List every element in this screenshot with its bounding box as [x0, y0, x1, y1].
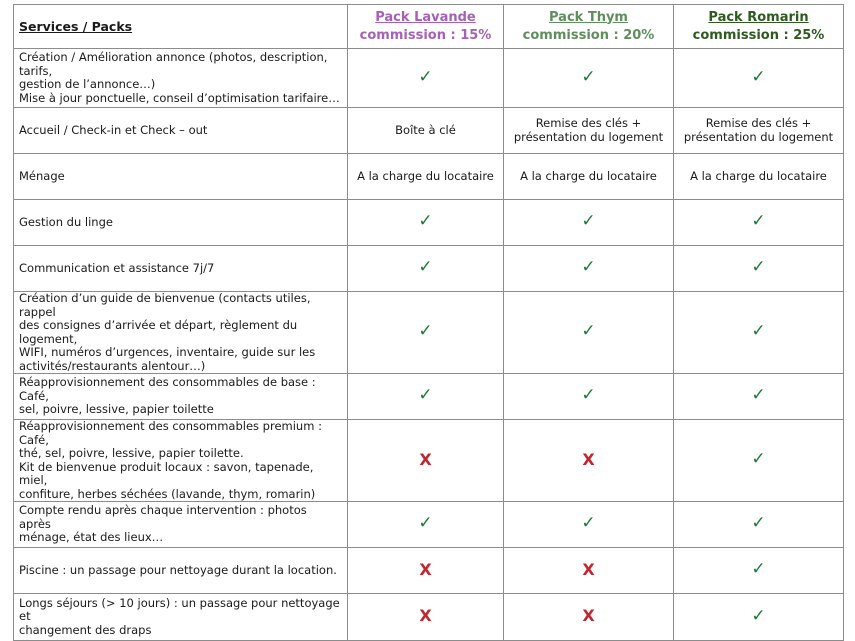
included-cell [504, 292, 674, 374]
pack-lavande-commission: commission : 15% [359, 27, 492, 43]
pack-detail-text: Boîte à clé [395, 122, 456, 137]
service-cell [14, 108, 348, 154]
included-cell [674, 200, 844, 246]
cross-icon: X [419, 449, 432, 469]
service-text-line: Création / Amélioration annonce (photos, description, tarifs, [19, 50, 328, 78]
check-icon: ✓ [751, 513, 766, 534]
included-cell [348, 49, 504, 108]
service-cell [14, 548, 348, 594]
included-cell [348, 200, 504, 246]
service-cell [14, 246, 348, 292]
pack-detail-text: Remise des clés + [705, 116, 812, 130]
check-icon: ✓ [751, 385, 766, 406]
pack-detail-cell [504, 154, 674, 200]
service-text-line: des consignes d’arrivée et départ, règlement du logement, [19, 318, 298, 346]
check-icon: ✓ [751, 211, 766, 232]
table-row [14, 200, 844, 246]
services-header [14, 5, 348, 49]
included-cell [504, 502, 674, 548]
service-text-line: Création d’un guide de bienvenue (contacts utiles, rappel [19, 291, 311, 319]
included-cell [674, 502, 844, 548]
service-cell [14, 374, 348, 420]
check-icon: ✓ [581, 257, 596, 278]
table-row [14, 594, 844, 641]
excluded-cell [504, 594, 674, 641]
services-packs-table [13, 4, 844, 641]
service-text-line: activités/restaurants alentour…) [19, 358, 206, 373]
check-icon: ✓ [581, 513, 596, 534]
check-icon: ✓ [751, 605, 766, 626]
table-row [14, 49, 844, 108]
table-row [14, 420, 844, 502]
header-row [14, 5, 844, 49]
check-icon: ✓ [751, 321, 766, 342]
service-text-line: changement des draps [19, 622, 152, 637]
included-cell [674, 420, 844, 502]
table-row [14, 154, 844, 200]
table-row [14, 292, 844, 374]
pack-detail-text: A la charge du locataire [520, 168, 657, 183]
included-cell [674, 292, 844, 374]
service-text-line: Communication et assistance 7j/7 [19, 260, 215, 275]
excluded-cell [348, 548, 504, 594]
check-icon: ✓ [418, 257, 433, 278]
service-cell [14, 200, 348, 246]
service-text-line: Compte rendu après chaque intervention : photos après [19, 503, 307, 531]
service-cell [14, 502, 348, 548]
table-row [14, 548, 844, 594]
check-icon: ✓ [418, 513, 433, 534]
service-cell [14, 594, 348, 641]
table-row [14, 246, 844, 292]
pack-lavande-header [348, 5, 504, 49]
cross-icon: X [582, 606, 595, 626]
service-text-line: Mise à jour ponctuelle, conseil d’optimisation tarifaire… [19, 90, 340, 105]
services-label: Services / Packs [19, 18, 133, 34]
pack-detail-text: Remise des clés + [535, 116, 642, 130]
check-icon: ✓ [751, 449, 766, 470]
check-icon: ✓ [418, 321, 433, 342]
pack-detail-cell [348, 154, 504, 200]
check-icon: ✓ [751, 257, 766, 278]
service-text-line: confiture, herbes séchées (lavande, thym, romarin) [19, 486, 316, 501]
check-icon: ✓ [581, 321, 596, 342]
pack-detail-text: présentation du logement [513, 129, 664, 144]
included-cell [348, 292, 504, 374]
excluded-cell [504, 420, 674, 502]
service-text-line: Longs séjours (> 10 jours) : un passage pour nettoyage et [19, 595, 340, 624]
check-icon: ✓ [581, 66, 596, 87]
check-icon: ✓ [418, 385, 433, 406]
table-body [14, 49, 844, 641]
service-text-line: Kit de bienvenue produit locaux : savon, tapenade, miel, [19, 459, 314, 487]
included-cell [674, 374, 844, 420]
included-cell [504, 200, 674, 246]
service-cell [14, 292, 348, 374]
included-cell [674, 548, 844, 594]
cross-icon: X [419, 559, 432, 579]
table-row [14, 108, 844, 154]
included-cell [674, 246, 844, 292]
pack-romarin-name: Pack Romarin [708, 9, 809, 25]
service-cell [14, 154, 348, 200]
cross-icon: X [582, 559, 595, 579]
check-icon: ✓ [751, 559, 766, 580]
service-text-line: thé, sel, poivre, lessive, papier toilette. [19, 446, 244, 460]
pack-detail-text: A la charge du locataire [690, 168, 827, 183]
pack-detail-cell [674, 108, 844, 154]
included-cell [674, 49, 844, 108]
table-row [14, 502, 844, 548]
pack-romarin-commission: commission : 25% [692, 27, 825, 43]
pack-thym-commission: commission : 20% [522, 27, 655, 43]
pack-lavande-name: Pack Lavande [375, 9, 476, 25]
service-text-line: Réapprovisionnement des consommables premium : Café, [19, 419, 322, 447]
included-cell [348, 374, 504, 420]
check-icon: ✓ [581, 211, 596, 232]
included-cell [348, 502, 504, 548]
service-text-line: gestion de l’annonce…) [19, 77, 156, 91]
cross-icon: X [419, 606, 432, 626]
service-text-line: sel, poivre, lessive, papier toilette [19, 402, 214, 417]
service-text-line: ménage, état des lieux… [19, 530, 164, 545]
service-text-line: Gestion du linge [19, 214, 113, 229]
service-text-line: Ménage [19, 168, 65, 183]
included-cell [348, 246, 504, 292]
excluded-cell [504, 548, 674, 594]
pack-thym-header [504, 5, 674, 49]
service-text-line: Accueil / Check-in et Check – out [19, 122, 208, 137]
pack-detail-text: présentation du logement [683, 129, 834, 144]
included-cell [504, 246, 674, 292]
pack-detail-text: A la charge du locataire [357, 168, 494, 183]
pack-detail-cell [348, 108, 504, 154]
included-cell [674, 594, 844, 641]
service-cell [14, 420, 348, 502]
included-cell [504, 49, 674, 108]
service-cell [14, 49, 348, 108]
pack-thym-name: Pack Thym [549, 9, 628, 25]
check-icon: ✓ [751, 66, 766, 87]
pack-detail-cell [504, 108, 674, 154]
service-text-line: Réapprovisionnement des consommables de base : Café, [19, 375, 316, 403]
service-text-line: Piscine : un passage pour nettoyage durant la location. [19, 562, 337, 577]
included-cell [504, 374, 674, 420]
pack-romarin-header [674, 5, 844, 49]
check-icon: ✓ [418, 66, 433, 87]
table-row [14, 374, 844, 420]
excluded-cell [348, 420, 504, 502]
check-icon: ✓ [581, 385, 596, 406]
service-text-line: WIFI, numéros d’urgences, inventaire, guide sur les [19, 345, 316, 359]
check-icon: ✓ [418, 211, 433, 232]
excluded-cell [348, 594, 504, 641]
cross-icon: X [582, 449, 595, 469]
pack-detail-cell [674, 154, 844, 200]
